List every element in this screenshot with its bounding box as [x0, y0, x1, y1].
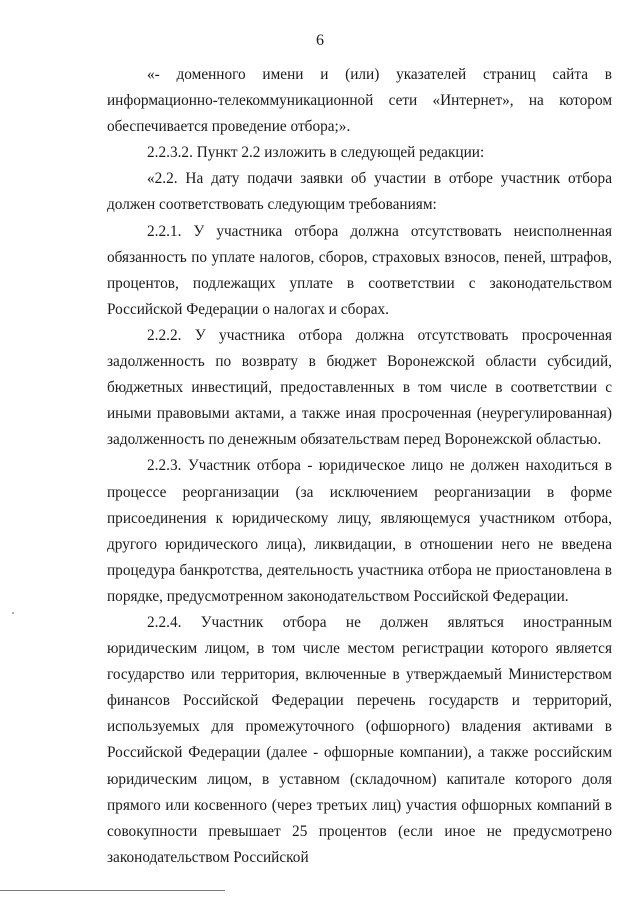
- scan-speck: [12, 612, 14, 614]
- paragraph-2-2-1: 2.2.1. У участника отбора должна отсутствовать неисполненная обязанность по уплате налогов, сборов, страховых взносов, пеней, штрафов, процентов, подлежащих уплате в соответствии с законодательством Российской Федерации о налогах и сборах.: [107, 222, 612, 318]
- paragraph-2-2-3: 2.2.3. Участник отбора - юридическое лицо не должен находиться в процессе реорганизации (за исключением реорганизации в форме присоединения к юридическому лицу, являющемуся участником отбора, другого юридического лица), ликвидации, в отношении него не введена процедура банкротства, деятельность участника отбора не приостановлена в порядке, предусмотренном законодательством Российской Федерации.: [107, 457, 612, 605]
- document-body: [107, 62, 612, 871]
- paragraph-2-2-2: 2.2.2. У участника отбора должна отсутствовать просроченная задолженность по возврату в бюджет Воронежской области субсидий, бюджетных инвестиций, предоставленных в том числе в соответствии с иными правовыми актами, а также иная просроченная (неурегулированная) задолженность по денежным обязательствам перед Воронежской областью.: [107, 326, 612, 449]
- scan-edge-line: [0, 890, 225, 891]
- paragraph-2-2-4: 2.2.4. Участник отбора не должен являться иностранным юридическим лицом, в том числе местом регистрации которого является государство или территория, включенные в утверждаемый Министерством финансов Российской Федерации перечень государств и территорий, используемых для промежуточного (офшорного) владения активами в Российской Федерации (далее - офшорные компании), а также российским юридическим лицом, в уставном (складочном) капитале которого доля прямого или косвенного (через третьих лиц) участия офшорных компаний в совокупности превышает 25 процентов (если иное не предусмотрено законодательством Российской: [107, 613, 612, 866]
- paragraph-2-2: «2.2. На дату подачи заявки об участии в отборе участник отбора должен соответствовать следующим требованиям:: [107, 170, 612, 214]
- page-number: 6: [316, 32, 324, 49]
- paragraph-2-2-3-2: 2.2.3.2. Пункт 2.2 изложить в следующей редакции:: [147, 144, 485, 162]
- paragraph-domain-name: «- доменного имени и (или) указателей страниц сайта в информационно-телекоммуникационной сети «Интернет», на котором обеспечивается проведение отбора;».: [107, 66, 612, 136]
